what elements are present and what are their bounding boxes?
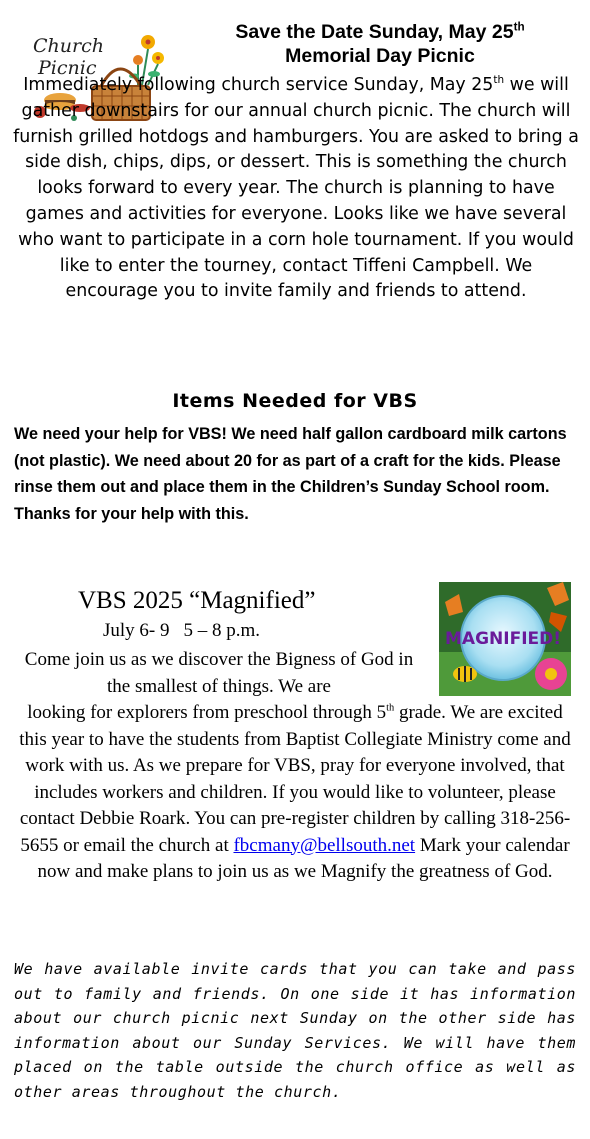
invite-cards-paragraph: We have available invite cards that you can take and pass out to family and friends. On one side it has information about our church picnic next Sunday on the other side has information about our Sunday Services. We will have them placed on the table outside the church office as well as other areas throughout the church. [14, 960, 576, 1101]
vbs-magnified-logo [439, 582, 571, 696]
vbs-intro: Come join us as we discover the Bigness of God in the smallest of things. We are [24, 649, 414, 697]
picnic-title-line1: Save the Date Sunday, May 25th [235, 20, 525, 43]
flower-icon [535, 658, 567, 690]
picnic-title-line2: Memorial Day Picnic [285, 45, 475, 67]
vbs-title: VBS 2025 “Magnified” [78, 587, 316, 614]
picnic-title [180, 20, 580, 68]
logo-text-magnified: MAGNIFIED! [445, 629, 561, 649]
bee-icon [453, 666, 477, 682]
items-heading: Items Needed for VBS [172, 390, 418, 412]
vbs-dates: July 6- 9 5 – 8 p.m. [103, 620, 261, 641]
logo-text-picnic: Picnic [38, 57, 97, 79]
vbs-body: looking for explorers from preschool through 5th grade. We are excited this year to have the students from Baptist Collegiate Ministry come and work with us. As we prepare for VBS, pray for everyone involved, that includes workers and children. If you would like to volunteer, please contact Debbie Roark. You can pre-register children by calling 318-256-5655 or email the church at fbcmany@bellsouth.net Mark your calendar now and make plans to join us as we Magnify the greatness of God. [19, 702, 571, 882]
email-link[interactable]: fbcmany@bellsouth.net [233, 834, 416, 856]
logo-text-church: Church [33, 35, 104, 57]
picnic-body: Immediately following church service Sunday, May 25th we will gather downstairs for our annual church picnic. The church will furnish grilled hotdogs and hamburgers. You are asked to bring a side dish, chips, dips, or dessert. This is something the church looks forward to every year. The church is planning to have games and activities for everyone. Looks like we have several who want to participate in a corn hole tournament. If you would like to enter the tourney, contact Tiffeni Campbell. We encourage you to invite family and friends to attend. [13, 74, 579, 302]
items-body: We need your help for VBS! We need half gallon cardboard milk cartons (not plastic). We need about 20 for as part of a craft for the kids. Please rinse them out and place them in the Children’s Sunday School room. Thanks for your help with this. [14, 425, 567, 523]
